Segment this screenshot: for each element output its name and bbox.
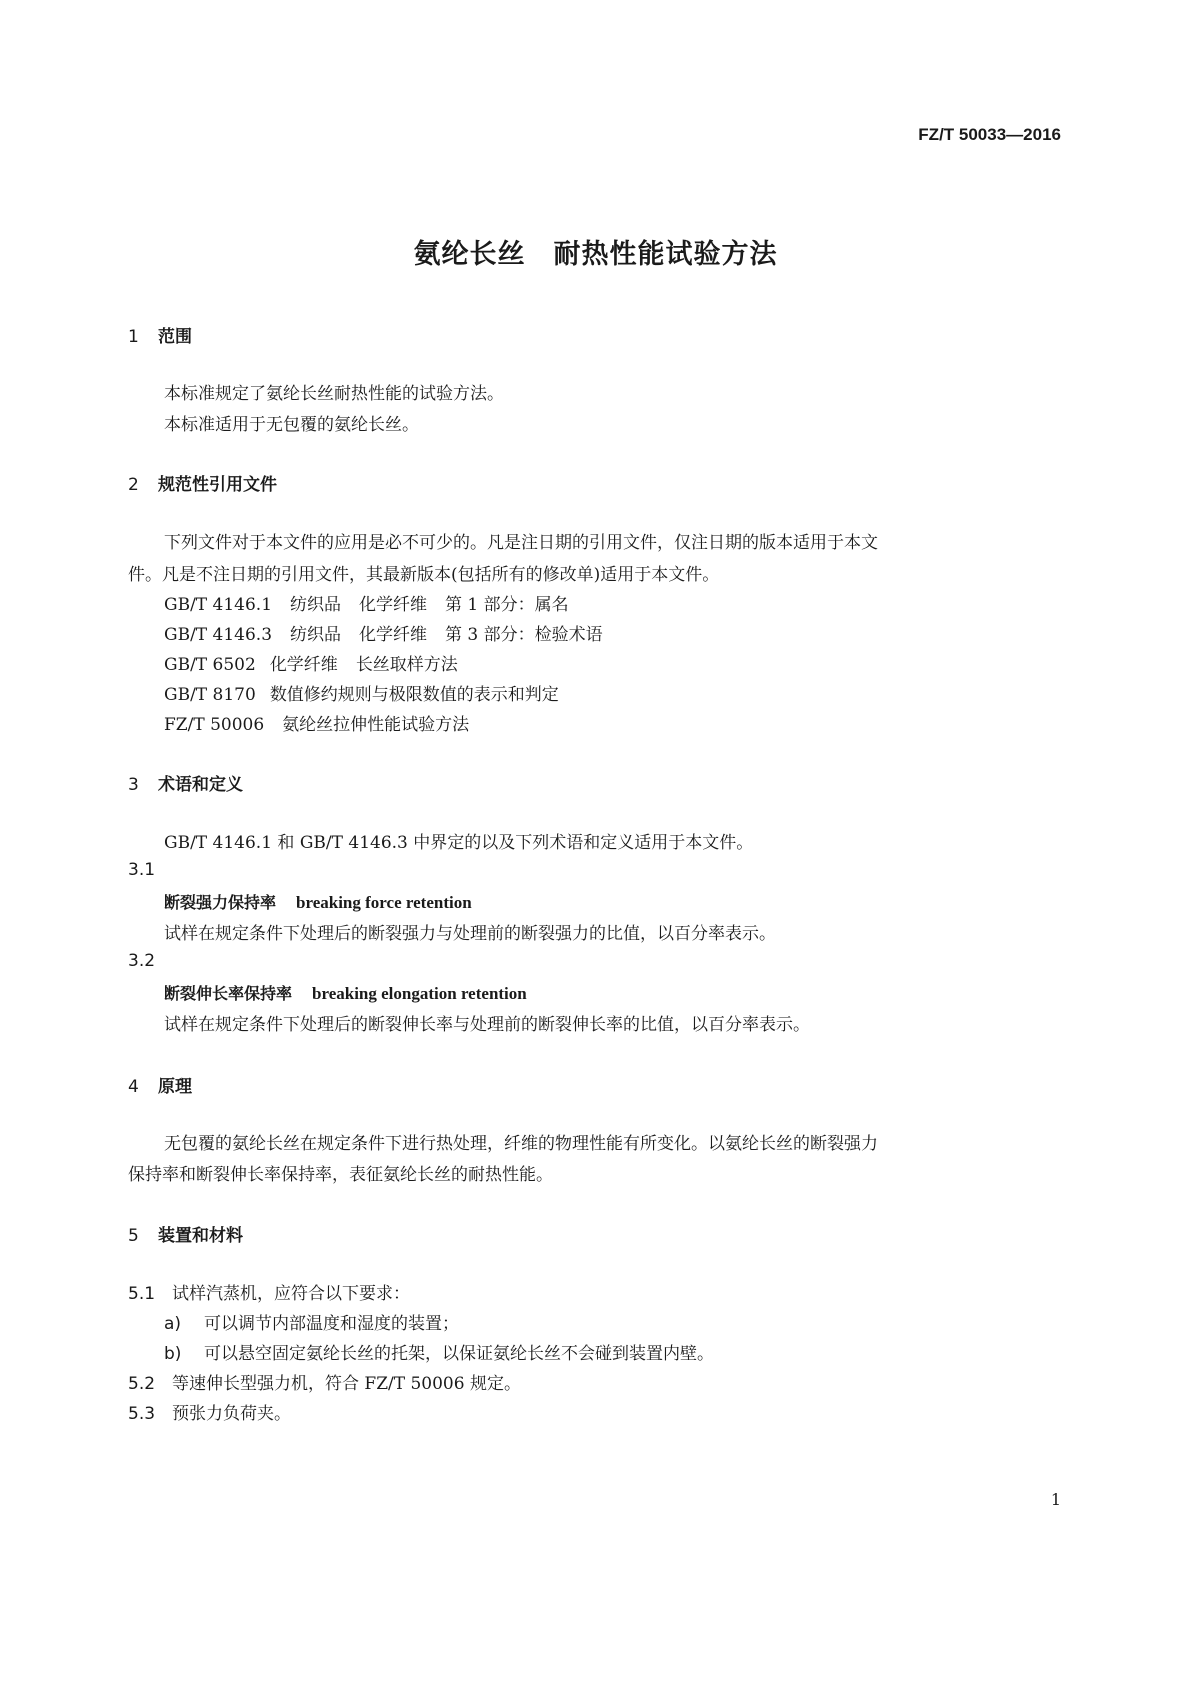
item-number: 5.1 bbox=[128, 1284, 156, 1304]
section-title: 规范性引用文件 bbox=[158, 475, 277, 495]
term-number: 3.2 bbox=[128, 951, 156, 971]
standard-code: FZ/T 50033—2016 bbox=[918, 125, 1061, 144]
reference-title: 第 1 部分：属名 bbox=[445, 595, 569, 615]
term-number: 3.1 bbox=[128, 860, 156, 880]
list-item bbox=[164, 1309, 459, 1334]
reference-title: 第 3 部分：检验术语 bbox=[445, 625, 603, 645]
section-number: 1 bbox=[128, 327, 139, 347]
term-chinese: 断裂伸长率保持率 bbox=[164, 984, 293, 1003]
item-text: 可以悬空固定氨纶长丝的托架，以保证氨纶长丝不会碰到装置内壁。 bbox=[204, 1344, 714, 1364]
item-text: 预张力负荷夹。 bbox=[172, 1404, 291, 1424]
list-item bbox=[128, 1369, 521, 1394]
item-number: a) bbox=[164, 1314, 182, 1334]
section-number: 2 bbox=[128, 475, 139, 495]
item-number: 5.3 bbox=[128, 1404, 156, 1424]
section-2-intro-line-2: 件。凡是不注日期的引用文件，其最新版本(包括所有的修改单)适用于本文件。 bbox=[128, 565, 720, 585]
section-4-line-2: 保持率和断裂伸长率保持率，表征氨纶长丝的耐热性能。 bbox=[128, 1165, 553, 1185]
term-heading bbox=[164, 981, 527, 1004]
item-text: 可以调节内部温度和湿度的装置； bbox=[204, 1314, 459, 1334]
reference-title: 化学纤维 bbox=[269, 655, 338, 675]
reference-title: 化学纤维 bbox=[359, 595, 428, 615]
section-4-heading bbox=[128, 1072, 192, 1097]
reference-item bbox=[164, 650, 458, 675]
reference-item bbox=[164, 680, 559, 705]
section-3-heading bbox=[128, 770, 243, 795]
term-heading bbox=[164, 890, 472, 913]
reference-title: 氨纶丝拉伸性能试验方法 bbox=[282, 715, 470, 735]
page-number: 1 bbox=[1050, 1490, 1061, 1509]
term-definition: 试样在规定条件下处理后的断裂强力与处理前的断裂强力的比值，以百分率表示。 bbox=[164, 924, 776, 944]
reference-title: 数值修约规则与极限数值的表示和判定 bbox=[269, 685, 559, 705]
list-item bbox=[128, 1279, 410, 1304]
reference-item bbox=[164, 590, 569, 615]
section-2-heading bbox=[128, 470, 277, 495]
section-number: 4 bbox=[128, 1077, 139, 1097]
list-item bbox=[164, 1339, 714, 1364]
title-part-1: 氨纶长丝 bbox=[413, 239, 526, 270]
section-number: 5 bbox=[128, 1226, 139, 1246]
item-text: 等速伸长型强力机，符合 FZ/T 50006 规定。 bbox=[172, 1374, 521, 1394]
section-2-intro-line-1: 下列文件对于本文件的应用是必不可少的。凡是注日期的引用文件，仅注日期的版本适用于本文 bbox=[164, 533, 878, 553]
section-5-heading bbox=[128, 1221, 243, 1246]
term-definition: 试样在规定条件下处理后的断裂伸长率与处理前的断裂伸长率的比值，以百分率表示。 bbox=[164, 1015, 810, 1035]
section-4-line-1: 无包覆的氨纶长丝在规定条件下进行热处理，纤维的物理性能有所变化。以氨纶长丝的断裂强力 bbox=[164, 1134, 878, 1154]
section-number: 3 bbox=[128, 775, 139, 795]
section-1-paragraph-2: 本标准适用于无包覆的氨纶长丝。 bbox=[164, 415, 419, 435]
section-title: 原理 bbox=[158, 1077, 192, 1097]
section-3-intro: GB/T 4146.1 和 GB/T 4146.3 中界定的以及下列术语和定义适用于本文件。 bbox=[164, 833, 754, 853]
list-item bbox=[128, 1399, 291, 1424]
section-title: 范围 bbox=[158, 327, 192, 347]
reference-code: GB/T 4146.3 bbox=[164, 625, 273, 645]
title-part-2: 耐热性能试验方法 bbox=[553, 239, 778, 270]
reference-title: 纺织品 bbox=[290, 625, 342, 645]
item-text: 试样汽蒸机，应符合以下要求： bbox=[172, 1284, 410, 1304]
reference-item bbox=[164, 620, 603, 645]
section-1-paragraph-1: 本标准规定了氨纶长丝耐热性能的试验方法。 bbox=[164, 384, 504, 404]
reference-code: GB/T 4146.1 bbox=[164, 595, 273, 615]
item-number: b) bbox=[164, 1344, 182, 1364]
reference-code: FZ/T 50006 bbox=[164, 715, 265, 735]
reference-code: GB/T 8170 bbox=[164, 685, 256, 705]
term-chinese: 断裂强力保持率 bbox=[164, 893, 277, 912]
section-title: 装置和材料 bbox=[158, 1226, 243, 1246]
term-english: breaking elongation retention bbox=[312, 984, 527, 1003]
section-title: 术语和定义 bbox=[158, 775, 243, 795]
reference-code: GB/T 6502 bbox=[164, 655, 256, 675]
document-title bbox=[0, 232, 1191, 271]
reference-title: 纺织品 bbox=[290, 595, 342, 615]
section-1-heading bbox=[128, 322, 192, 347]
term-english: breaking force retention bbox=[296, 893, 472, 912]
reference-title: 化学纤维 bbox=[359, 625, 428, 645]
reference-title: 长丝取样方法 bbox=[355, 655, 458, 675]
item-number: 5.2 bbox=[128, 1374, 156, 1394]
reference-item bbox=[164, 710, 469, 735]
